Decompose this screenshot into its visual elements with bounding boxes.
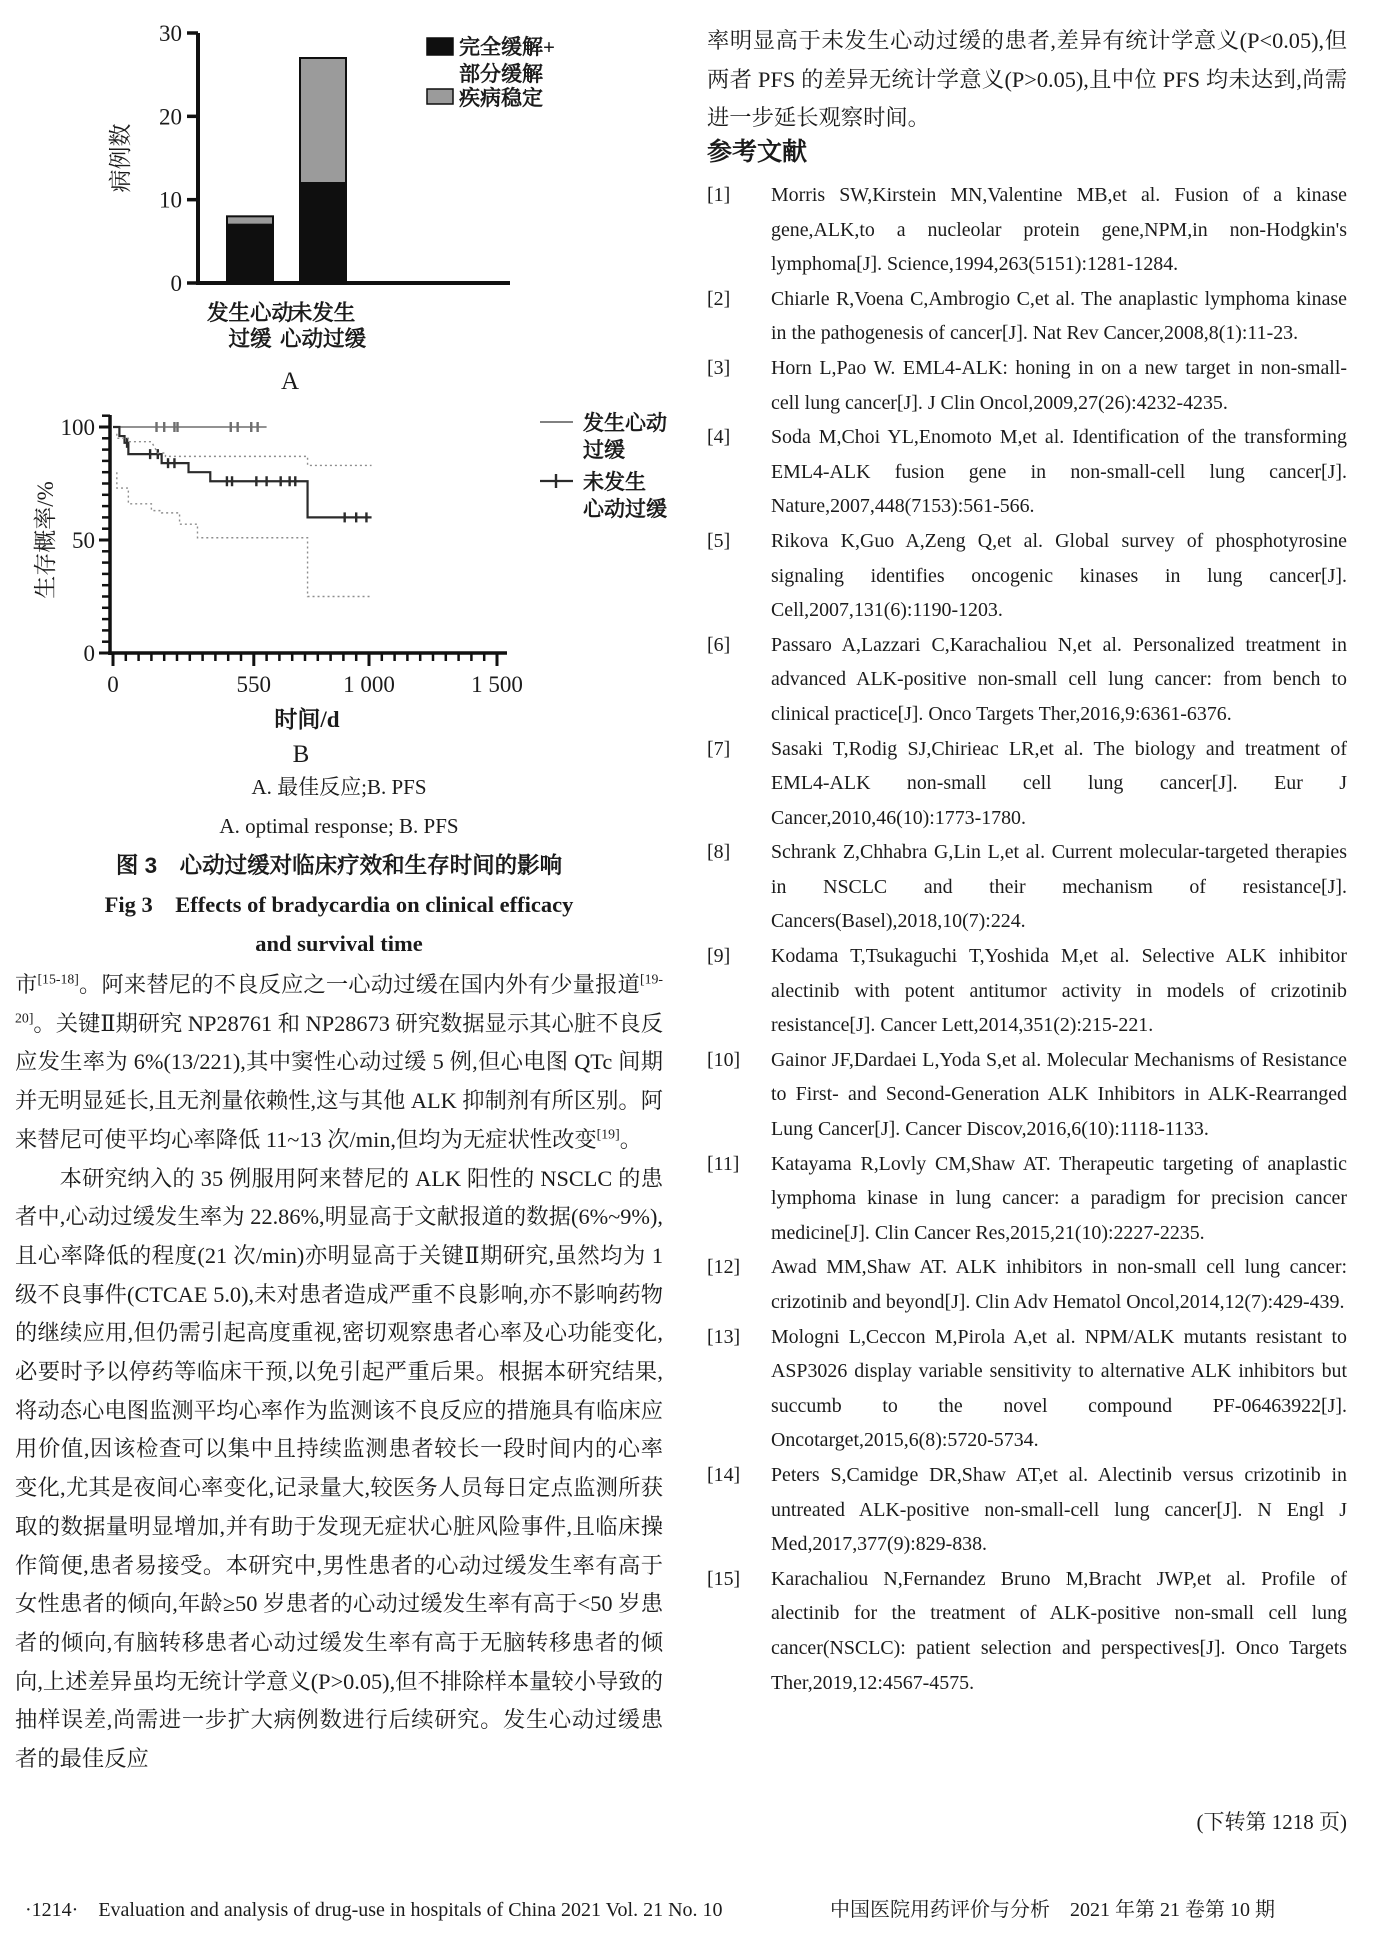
y-tick-label: 10 bbox=[159, 187, 182, 213]
right-column bbox=[707, 0, 1347, 1860]
category-label: 心动过缓 bbox=[279, 327, 367, 351]
x-tick-label: 0 bbox=[107, 672, 119, 697]
category-label: 过缓 bbox=[228, 327, 272, 351]
caption-panel-key-zh: A. 最佳反应;B. PFS bbox=[251, 775, 427, 799]
right-body-text: 率明显高于未发生心动过缓的患者,差异有统计学意义(P<0.05),但两者 PFS 的差异无统计学意义(P>0.05),且中位 PFS 均未达到,尚需进一步延长观察时间。 bbox=[707, 28, 1347, 131]
y-tick-label: 0 bbox=[170, 271, 182, 296]
panel-b-label: B bbox=[292, 741, 310, 768]
reference-number: [5] bbox=[707, 529, 731, 552]
reference-number: [6] bbox=[707, 633, 731, 656]
reference-number: [7] bbox=[707, 737, 731, 760]
citation-superscript: [15-18] bbox=[37, 971, 79, 987]
reference-text: Horn L,Pao W. EML4-ALK: honing in on a new target in non-small-cell lung cancer[J]. J Clin Oncol,2009,27(26):4232-4235. bbox=[771, 356, 1347, 414]
y-axis-label: 生存概率/% bbox=[33, 481, 58, 599]
footer-left: ·1214· Evaluation and analysis of drug-use in hospitals of China 2021 Vol. 21 No. 10 bbox=[25, 1899, 723, 1921]
reference-item bbox=[707, 1458, 1347, 1562]
x-tick-label: 1 000 bbox=[343, 672, 395, 697]
reference-number: [1] bbox=[707, 184, 731, 206]
caption-panel-key-en: A. optimal response; B. PFS bbox=[219, 814, 459, 838]
bar-segment bbox=[300, 58, 346, 183]
reference-item bbox=[707, 628, 1347, 732]
km-series-ci bbox=[117, 434, 372, 466]
reference-text: Gainor JF,Dardaei L,Yoda S,et al. Molecular Mechanisms of Resistance to First- and Second-Generation ALK Inhibitors in ALK-Rearranged Lung Cancer[J]. Cancer Discov,2016,6(10):1118-1133. bbox=[771, 1048, 1347, 1141]
km-series-ci bbox=[117, 472, 372, 596]
reference-text: Mologni L,Ceccon M,Pirola A,et al. NPM/ALK mutants resistant to ASP3026 display variable sensitivity to alternative ALK inhibitors but succumb to the novel compound PF-06463922[J]. Oncotarget,2015,6(8):5720-5734. bbox=[771, 1325, 1347, 1452]
footer-right: 中国医院用药评价与分析 2021 年第 21 卷第 10 期 bbox=[830, 1899, 1275, 1921]
y-tick-label: 20 bbox=[159, 104, 182, 130]
bar-segment bbox=[227, 216, 273, 224]
reference-item bbox=[707, 351, 1347, 420]
reference-text: Schrank Z,Chhabra G,Lin L,et al. Current molecular-targeted therapies in NSCLC and their mechanism of resistance[J]. Cancers(Basel),2018,10(7):224. bbox=[771, 841, 1347, 933]
legend-label: 发生心动 bbox=[583, 411, 667, 435]
reference-item bbox=[707, 1250, 1347, 1319]
legend-label: 部分缓解 bbox=[459, 62, 543, 86]
category-label: 未发生 bbox=[290, 301, 356, 325]
reference-item bbox=[707, 1320, 1347, 1458]
left-body-text bbox=[15, 966, 663, 1779]
reference-text: Rikova K,Guo A,Zeng Q,et al. Global survey of phosphotyrosine signaling identifies oncogenic kinases in lung cancer[J]. Cell,2007,131(6):1190-1203. bbox=[771, 529, 1347, 622]
legend-label: 心动过缓 bbox=[583, 497, 667, 521]
reference-item bbox=[707, 1562, 1347, 1700]
legend-swatch-stable bbox=[427, 89, 453, 104]
reference-item bbox=[707, 835, 1347, 939]
caption-title-en-line2: and survival time bbox=[255, 931, 423, 956]
reference-item bbox=[707, 732, 1347, 836]
reference-number: [9] bbox=[707, 945, 731, 968]
y-axis-label: 病例数 bbox=[108, 123, 133, 193]
x-axis-label: 时间/d bbox=[274, 707, 340, 732]
reference-text: Soda M,Choi YL,Enomoto M,et al. Identification of the transforming EML4-ALK fusion gene in non-small-cell lung cancer[J]. Nature,2007,448(7153):561-566. bbox=[771, 426, 1347, 518]
reference-number: [8] bbox=[707, 841, 731, 864]
reference-text: Morris SW,Kirstein MN,Valentine MB,et al. Fusion of a kinase gene,ALK,to a nucleolar protein gene,NPM,in non-Hodgkin's lymphoma[J]. Science,1994,263(5151):1281-1284. bbox=[771, 184, 1347, 276]
reference-text: Katayama R,Lovly CM,Shaw AT. Therapeutic targeting of anaplastic lymphoma kinase in lung cancer: a paradigm for precision cancer medicine[J]. Clin Cancer Res,2015,21(10):2227-2235. bbox=[771, 1152, 1347, 1244]
figure-caption bbox=[15, 768, 663, 963]
reference-number: [4] bbox=[707, 426, 731, 449]
reference-number: [2] bbox=[707, 287, 731, 310]
caption-title-zh: 图 3 心动过缓对临床疗效和生存时间的影响 bbox=[115, 853, 563, 878]
bar-segment bbox=[227, 225, 273, 283]
reference-number: [10] bbox=[707, 1048, 741, 1071]
bar-segment bbox=[300, 183, 346, 283]
references-list bbox=[707, 178, 1347, 1700]
reference-number: [11] bbox=[707, 1152, 740, 1175]
y-tick-label: 100 bbox=[60, 415, 95, 440]
reference-number: [14] bbox=[707, 1463, 741, 1486]
reference-number: [12] bbox=[707, 1256, 741, 1279]
reference-item bbox=[707, 524, 1347, 628]
category-label: 发生心动 bbox=[206, 301, 294, 325]
x-tick-label: 550 bbox=[236, 672, 272, 697]
reference-text: Passaro A,Lazzari C,Karachaliou N,et al. Personalized treatment in advanced ALK-positive non-small cell lung cancer: from bench to clinical practice[J]. Onco Targets Ther,2016,9:6361-6376. bbox=[771, 633, 1347, 725]
reference-item bbox=[707, 939, 1347, 1043]
reference-number: [15] bbox=[707, 1567, 741, 1590]
reference-item bbox=[707, 420, 1347, 524]
reference-text: Sasaki T,Rodig SJ,Chirieac LR,et al. The biology and treatment of EML4-ALK non-small cell lung cancer[J]. Eur J Cancer,2010,46(10):1773-1780. bbox=[771, 737, 1347, 829]
reference-text: Awad MM,Shaw AT. ALK inhibitors in non-small cell lung cancer: crizotinib and beyond[J]. Clin Adv Hematol Oncol,2014,12(7):429-439. bbox=[771, 1256, 1347, 1313]
body-paragraph-2: 本研究纳入的 35 例服用阿来替尼的 ALK 阳性的 NSCLC 的患者中,心动过缓发生率为 22.86%,明显高于文献报道的数据(6%~9%),且心率降低的程度(21 次/min)亦明显高于关键Ⅱ期研究,虽然均为 1 级不良事件(CTCAE 5.0),未对患者造成严重不良影响,亦不影响药物的继续应用,但仍需引起高度重视,密切观察患者心率及心功能变化,必要时予以停药等临床干预,以免引起严重后果。根据本研究结果,将动态心电图监测平均心率作为监测该不良反应的措施具有临床应用价值,因该检查可以集中且持续监测患者较长一段时间内的心率变化,尤其是夜间心率变化,记录量大,较医务人员每日定点监测所获取的数据量明显增加,并有助于发现无症状心脏风险事件,且临床操作简便,患者易接受。本研究中,男性患者的心动过缓发生率有高于女性患者的倾向,年龄≥50 岁患者的心动过缓发生率有高于<50 岁患者的倾向,有脑转移患者心动过缓发生率有高于无脑转移患者的倾向,上述差异虽均无统计学意义(P>0.05),但不排除样本量较小导致的抽样误差,尚需进一步扩大病例数进行后续研究。发生心动过缓患者的最佳反应 bbox=[15, 1165, 663, 1772]
y-tick-label: 0 bbox=[83, 641, 95, 666]
x-tick-label: 1 500 bbox=[471, 672, 523, 697]
legend-label: 疾病稳定 bbox=[459, 86, 543, 110]
body-paragraph-1: 市[15-18]。阿来替尼的不良反应之一心动过缓在国内外有少量报道[19-20]。关键Ⅱ期研究 NP28761 和 NP28673 研究数据显示其心脏不良反应发生率为 6%(13/221),其中窦性心动过缓 5 例,但心电图 QTc 间期并无明显延长,且无剂量依赖性,这与其他 ALK 抑制剂有所区别。阿来替尼可使平均心率降低 11~13 次/min,但均为无症状性改变[19]。 bbox=[15, 971, 664, 1152]
y-tick-label: 30 bbox=[159, 21, 182, 46]
citation-superscript: [19-20] bbox=[15, 971, 663, 1026]
reference-item bbox=[707, 1147, 1347, 1251]
reference-item bbox=[707, 1043, 1347, 1147]
legend-label: 完全缓解+ bbox=[459, 35, 555, 59]
km-chart-figure bbox=[25, 400, 670, 780]
reference-number: [13] bbox=[707, 1325, 741, 1348]
reference-item bbox=[707, 282, 1347, 351]
reference-text: Chiarle R,Voena C,Ambrogio C,et al. The anaplastic lymphoma kinase in the pathogenesis of cancer[J]. Nat Rev Cancer,2008,8(1):11-23. bbox=[771, 287, 1347, 345]
reference-text: Peters S,Camidge DR,Shaw AT,et al. Alectinib versus crizotinib in untreated ALK-positive non-small-cell lung cancer[J]. N Engl J Med,2017,377(9):829-838. bbox=[771, 1463, 1347, 1556]
legend-label: 过缓 bbox=[583, 438, 625, 462]
reference-text: Kodama T,Tsukaguchi T,Yoshida M,et al. Selective ALK inhibitor alectinib with potent antitumor activity in models of crizotinib resistance[J]. Cancer Lett,2014,351(2):215-221. bbox=[771, 945, 1347, 1037]
references-heading: 参考文献 bbox=[707, 138, 808, 166]
y-tick-label: 50 bbox=[72, 528, 95, 553]
caption-title-en-line1: Fig 3 Effects of bradycardia on clinical efficacy bbox=[104, 892, 574, 917]
legend-label: 未发生 bbox=[583, 470, 646, 494]
legend-swatch-remission bbox=[427, 38, 453, 55]
reference-item bbox=[707, 178, 1347, 282]
continuation-note: (下转第 1218 页) bbox=[1196, 1810, 1347, 1834]
reference-number: [3] bbox=[707, 356, 731, 379]
reference-text: Karachaliou N,Fernandez Bruno M,Bracht JWP,et al. Profile of alectinib for the treatment of ALK-positive non-small cell lung cancer(NSCLC): patient selection and perspectives[J]. Onco Targets Ther,2019,12:4567-4575. bbox=[771, 1567, 1347, 1694]
citation-superscript: [19] bbox=[596, 1126, 620, 1142]
panel-a-label: A bbox=[280, 368, 300, 395]
bar-chart-figure bbox=[90, 8, 560, 400]
